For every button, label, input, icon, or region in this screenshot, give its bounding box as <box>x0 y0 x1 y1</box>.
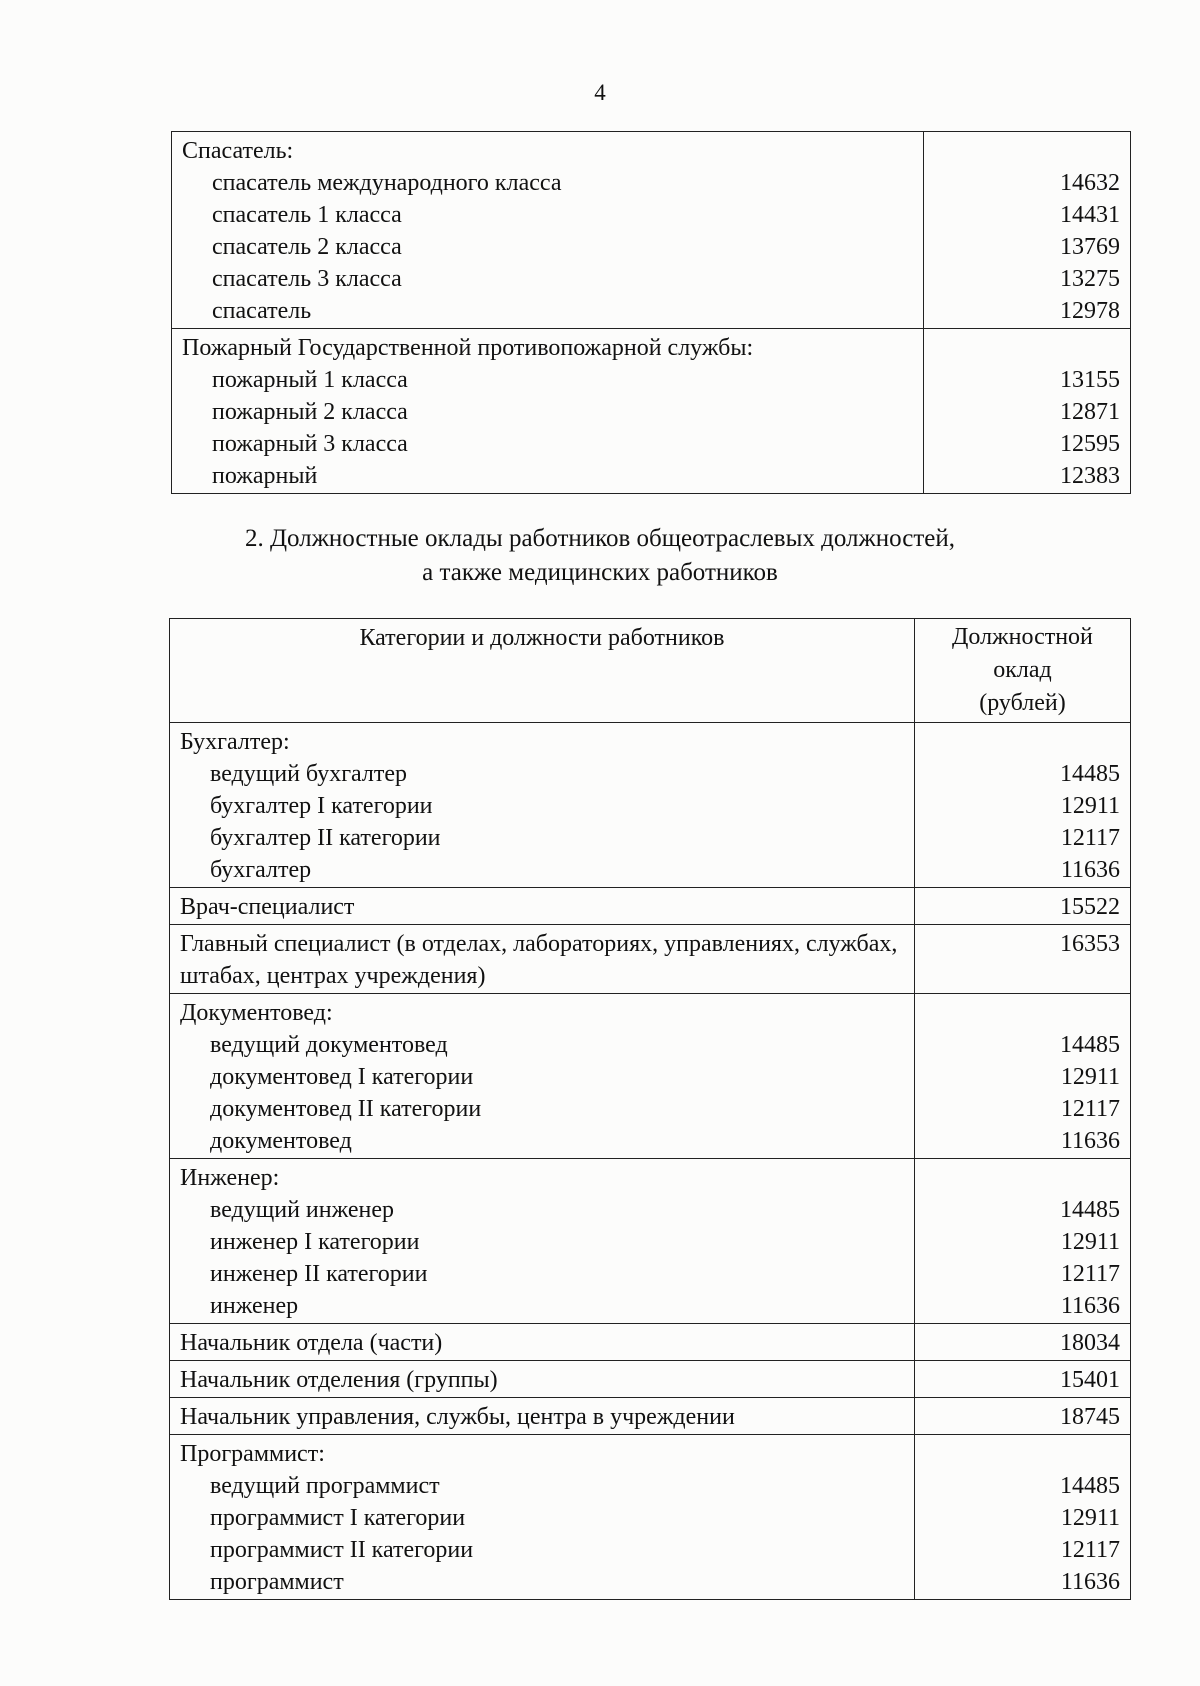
category-cell <box>170 1398 915 1435</box>
group-title: Спасатель: <box>182 138 294 164</box>
salary-value: 14431 <box>1060 202 1120 228</box>
salary-cell <box>914 888 1130 925</box>
column-header-salary-line: (рублей) <box>979 690 1066 716</box>
table-row <box>172 132 1131 329</box>
salary-cell <box>914 925 1130 994</box>
position-label: пожарный 2 класса <box>212 399 408 425</box>
salary-value: 14485 <box>1060 1032 1120 1058</box>
position-label: ведущий документовед <box>210 1032 448 1058</box>
salary-value: 11636 <box>1060 1569 1120 1595</box>
category-cell <box>172 329 924 494</box>
position-label: спасатель <box>212 298 312 324</box>
position-label: инженер II категории <box>210 1261 428 1287</box>
table-row <box>170 888 1131 925</box>
table-row <box>170 723 1131 888</box>
position-label: спасатель 3 класса <box>212 266 402 292</box>
group-title: Бухгалтер: <box>180 729 290 755</box>
salary-value: 13769 <box>1060 234 1120 260</box>
position-label: инженер I категории <box>210 1229 420 1255</box>
category-cell <box>172 132 924 329</box>
position-label: инженер <box>210 1293 299 1319</box>
column-header-salary-line: Должностной <box>952 624 1093 650</box>
salary-value: 12911 <box>1060 793 1120 819</box>
salary-cell <box>914 1435 1130 1600</box>
group-title: Пожарный Государственной противопожарной службы: <box>182 335 754 361</box>
position-label: бухгалтер <box>210 857 312 883</box>
position-label: документовед <box>210 1128 352 1154</box>
category-cell <box>170 925 915 994</box>
salary-value: 12117 <box>1060 825 1120 851</box>
salary-value: 11636 <box>1060 1293 1120 1319</box>
position-label: программист I категории <box>210 1505 466 1531</box>
category-cell <box>170 723 915 888</box>
position-label: Начальник управления, службы, центра в учреждении <box>180 1404 735 1430</box>
position-label: документовед I категории <box>210 1064 474 1090</box>
salary-value: 12911 <box>1060 1505 1120 1531</box>
salary-value: 12117 <box>1060 1261 1120 1287</box>
position-label: программист <box>210 1569 344 1595</box>
salary-value: 11636 <box>1060 1128 1120 1154</box>
position-label: Начальник отделения (группы) <box>180 1367 498 1393</box>
table-row <box>170 1159 1131 1324</box>
category-cell <box>170 1361 915 1398</box>
salary-cell <box>914 994 1130 1159</box>
group-title: Документовед: <box>180 1000 333 1026</box>
table-row <box>172 329 1131 494</box>
salary-value: 14485 <box>1060 761 1120 787</box>
salary-value: 13155 <box>1060 367 1120 393</box>
group-title: Программист: <box>180 1441 325 1467</box>
salary-cell <box>914 1159 1130 1324</box>
salary-value: 13275 <box>1060 266 1120 292</box>
salary-cell <box>923 132 1130 329</box>
position-label: документовед II категории <box>210 1096 482 1122</box>
position-label: ведущий бухгалтер <box>210 761 408 787</box>
position-label: ведущий программист <box>210 1473 440 1499</box>
position-label: спасатель международного класса <box>212 170 562 196</box>
table-header-row <box>170 619 1131 723</box>
column-header-salary <box>914 619 1130 723</box>
table-row <box>170 1361 1131 1398</box>
salary-value: 14632 <box>1060 170 1120 196</box>
category-cell <box>170 994 915 1159</box>
table-row <box>170 1435 1131 1600</box>
salary-value: 12911 <box>1060 1229 1120 1255</box>
column-header-salary-line: оклад <box>993 657 1052 683</box>
salary-value: 11636 <box>1060 857 1120 883</box>
salary-value: 12383 <box>1060 463 1120 489</box>
salary-cell <box>914 1324 1130 1361</box>
category-cell <box>170 1159 915 1324</box>
section-heading-line: 2. Должностные оклады работников общеотраслевых должностей, <box>244 525 956 552</box>
table-row <box>170 1398 1131 1435</box>
salary-value: 12911 <box>1060 1064 1120 1090</box>
salary-cell <box>923 329 1130 494</box>
salary-cell <box>914 1398 1130 1435</box>
position-label: программист II категории <box>210 1537 474 1563</box>
position-label: пожарный <box>212 463 318 489</box>
table-row <box>170 994 1131 1159</box>
page-number: 4 <box>594 80 606 105</box>
position-label: бухгалтер I категории <box>210 793 433 819</box>
general-positions-salary-table <box>169 618 1131 1600</box>
position-label: пожарный 3 класса <box>212 431 408 457</box>
salary-value: 12117 <box>1060 1096 1120 1122</box>
category-cell <box>170 888 915 925</box>
salary-value: 12117 <box>1060 1537 1120 1563</box>
column-header-category: Категории и должности работников <box>170 619 915 723</box>
position-label: Главный специалист (в отделах, лабораториях, управлениях, службах, штабах, центрах учреждения) <box>180 931 898 989</box>
salary-value: 12595 <box>1060 431 1120 457</box>
position-label: ведущий инженер <box>210 1197 395 1223</box>
rescuer-salary-table <box>171 131 1131 494</box>
section-heading <box>0 522 1200 590</box>
position-label: бухгалтер II категории <box>210 825 441 851</box>
salary-value: 16353 <box>1060 931 1120 957</box>
salary-value: 12871 <box>1060 399 1120 425</box>
position-label: Врач-специалист <box>180 894 355 920</box>
category-cell <box>170 1435 915 1600</box>
salary-value: 18745 <box>1060 1404 1120 1430</box>
position-label: спасатель 2 класса <box>212 234 402 260</box>
position-label: Начальник отдела (части) <box>180 1330 443 1356</box>
section-heading-line: а также медицинских работников <box>422 559 778 586</box>
salary-value: 14485 <box>1060 1473 1120 1499</box>
salary-value: 18034 <box>1060 1330 1120 1356</box>
position-label: пожарный 1 класса <box>212 367 408 393</box>
salary-value: 15522 <box>1060 894 1120 920</box>
table-row <box>170 925 1131 994</box>
category-cell <box>170 1324 915 1361</box>
salary-value: 15401 <box>1060 1367 1120 1393</box>
salary-cell <box>914 1361 1130 1398</box>
salary-cell <box>914 723 1130 888</box>
salary-value: 14485 <box>1060 1197 1120 1223</box>
salary-value: 12978 <box>1060 298 1120 324</box>
group-title: Инженер: <box>180 1165 280 1191</box>
position-label: спасатель 1 класса <box>212 202 402 228</box>
table-row <box>170 1324 1131 1361</box>
